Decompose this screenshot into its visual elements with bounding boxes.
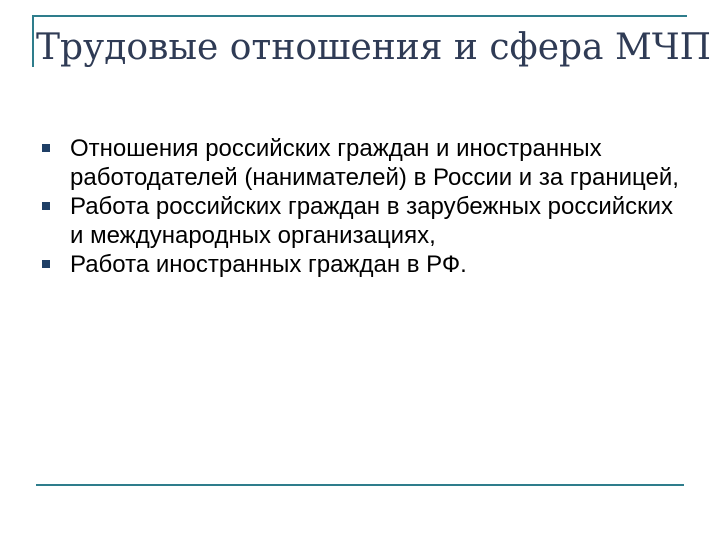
frame-bottom-line (36, 484, 684, 486)
bullet-item (40, 134, 690, 192)
square-bullet-icon (42, 260, 50, 268)
square-bullet-icon (42, 144, 50, 152)
slide-title: Трудовые отношения и сфера МЧП (36, 27, 712, 68)
frame-left-line (32, 15, 34, 67)
bullet-list (40, 134, 690, 279)
bullet-text: Работа российских граждан в зарубежных российских и международных организациях, (70, 193, 674, 249)
bullet-text: Отношения российских граждан и иностранных работодателей (нанимателей) в России и за границей, (70, 135, 679, 191)
frame-top-line (32, 15, 687, 17)
bullet-item (40, 192, 690, 250)
bullet-item (40, 250, 690, 279)
square-bullet-icon (42, 202, 50, 210)
bullet-text: Работа иностранных граждан в РФ. (70, 251, 467, 278)
